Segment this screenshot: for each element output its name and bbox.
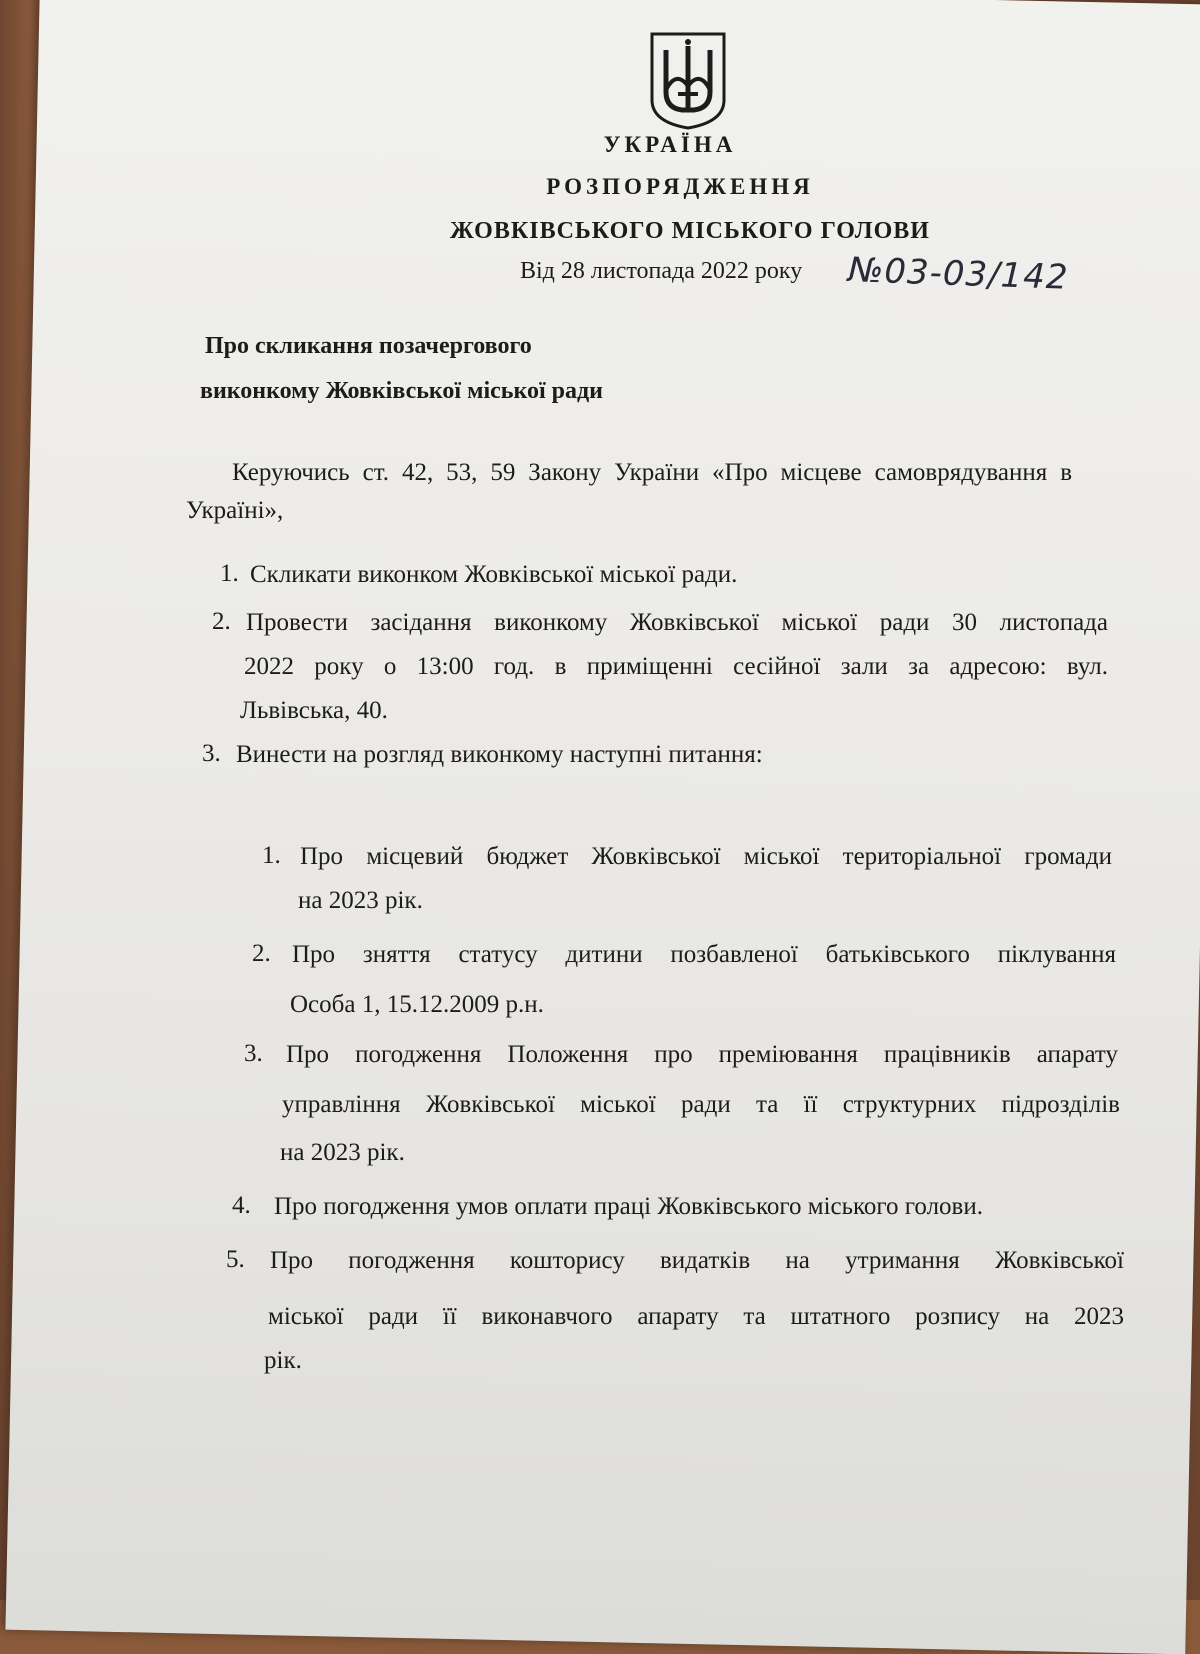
subitem-text-line: Про погодження кошторису видатків на утримання Жовківської (270, 1247, 1124, 1274)
preamble-line-2: Україні», (186, 497, 284, 524)
item-text-line: Винести на розгляд виконкому наступні питання: (236, 741, 763, 768)
subitem-number: 3. (244, 1040, 263, 1067)
subitem-text-line: на 2023 рік. (298, 887, 423, 914)
subitem-text-line: управління Жовківської міської ради та її структурних підрозділів (282, 1091, 1120, 1118)
subitem-text-line: Про зняття статусу дитини позбавленої батьківського піклування (292, 941, 1116, 968)
subitem-number: 5. (226, 1246, 245, 1273)
handwritten-registration-number: №03-03/142 (847, 250, 1070, 298)
subitem-text-line: Особа 1, 15.12.2009 р.н. (290, 991, 544, 1018)
country-heading: УКРАЇНА (603, 132, 737, 157)
subitem-number: 2. (252, 940, 271, 967)
subitem-text-line: рік. (264, 1347, 302, 1374)
coat-of-arms-icon (648, 30, 728, 130)
document-date: Від 28 листопада 2022 року (520, 258, 803, 284)
subitem-number: 1. (262, 842, 281, 869)
preamble-line-1: Керуючись ст. 42, 53, 59 Закону України «Про місцеве самоврядування в (232, 459, 1072, 486)
subject-line-2: виконкому Жовківської міської ради (200, 378, 603, 404)
subitem-number: 4. (232, 1192, 251, 1219)
subitem-text-line: міської ради її виконавчого апарату та штатного розпису на 2023 (268, 1303, 1124, 1330)
item-number: 3. (202, 740, 221, 767)
subitem-text-line: Про погодження Положення про преміювання працівників апарату (286, 1041, 1118, 1068)
document-type-heading: РОЗПОРЯДЖЕННЯ (546, 174, 814, 199)
subject-line-1: Про скликання позачергового (205, 333, 532, 359)
subitem-text-line: на 2023 рік. (280, 1139, 405, 1166)
authority-heading: ЖОВКІВСЬКОГО МІСЬКОГО ГОЛОВИ (450, 218, 930, 244)
item-number: 1. (220, 560, 239, 587)
item-number: 2. (212, 608, 231, 635)
subitem-text-line: Про місцевий бюджет Жовківської міської територіальної громади (300, 843, 1112, 870)
item-text-line: Львівська, 40. (240, 697, 388, 724)
item-text-line: 2022 року о 13:00 год. в приміщенні сесійної зали за адресою: вул. (244, 653, 1108, 680)
item-text-line: Скликати виконком Жовківської міської ради. (250, 561, 738, 588)
item-text-line: Провести засідання виконкому Жовківської міської ради 30 листопада (246, 609, 1108, 636)
subitem-text-line: Про погодження умов оплати праці Жовківського міського голови. (274, 1193, 983, 1220)
